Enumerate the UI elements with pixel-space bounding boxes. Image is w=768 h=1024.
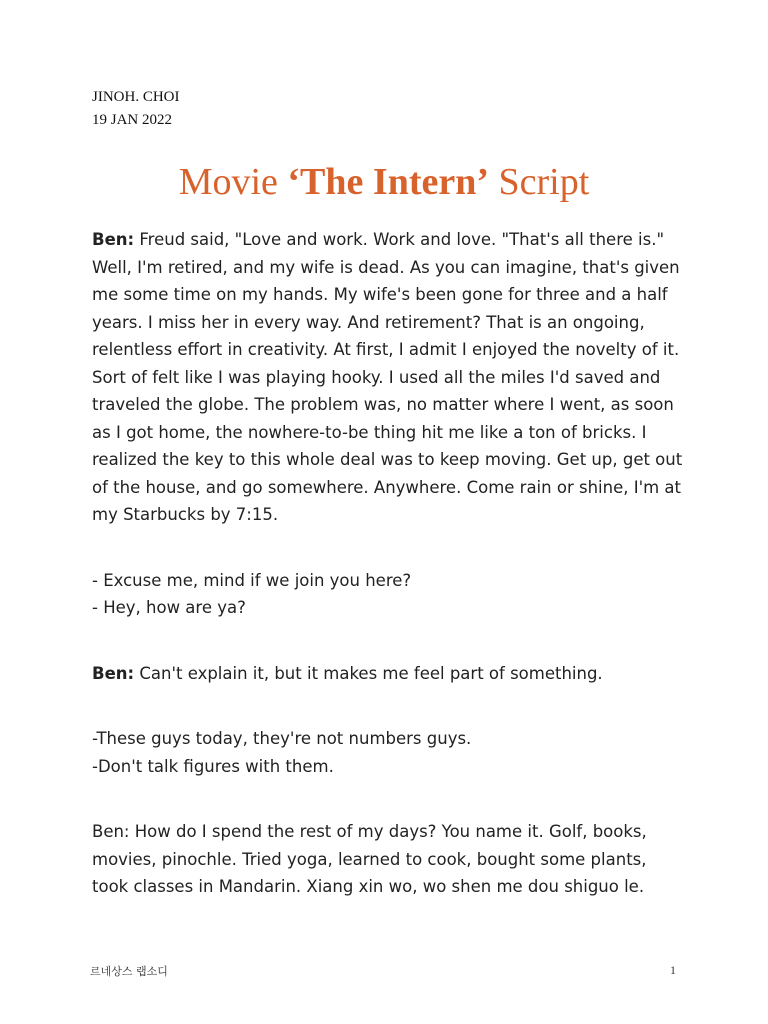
dialogue-line: - Excuse me, mind if we join you here?	[92, 570, 412, 590]
document-date: 19 JAN 2022	[92, 112, 173, 128]
text-line: movies, pinochle. Tried yoga, learned to cook, bought some plants,	[92, 849, 647, 869]
text-line: Ben: How do I spend the rest of my days? You name it. Golf, books,	[92, 822, 647, 841]
speaker-label: Ben:	[92, 663, 135, 683]
text-line: Sort of felt like I was playing hooky. I used all the miles I'd saved and	[92, 367, 661, 387]
page-number: 1	[670, 963, 676, 977]
text-line: as I got home, the nowhere-to-be thing hit me like a ton of bricks. I	[92, 422, 647, 442]
dialogue-exchange-1	[92, 567, 682, 622]
title-prefix: Movie	[178, 161, 288, 203]
author-name: JINOH. CHOI	[92, 89, 180, 105]
text-line: Ben: Freud said, "Love and work. Work and love. "That's all there is."	[92, 230, 665, 249]
paragraph-ben-1	[92, 226, 682, 529]
text-line: realized the key to this whole deal was to keep moving. Get up, get out	[92, 450, 683, 469]
document-meta	[92, 86, 180, 132]
text-line: relentless effort in creativity. At first, I admit I enjoyed the novelty of it.	[92, 340, 680, 359]
dialogue-line: -These guys today, they're not numbers guys.	[92, 729, 472, 748]
page-title	[0, 154, 768, 210]
text-line: took classes in Mandarin. Xiang xin wo, wo shen me dou shiguo le.	[92, 877, 645, 896]
footer-text: 르네상스 랩소디	[90, 965, 168, 978]
paragraph-ben-3	[92, 818, 682, 901]
text-line: Ben: Can't explain it, but it makes me feel part of something.	[92, 663, 603, 683]
title-suffix: Script	[489, 161, 590, 203]
text-line: traveled the globe. The problem was, no matter where I went, as soon	[92, 395, 674, 414]
title-movie-name: ‘The Intern’	[287, 161, 490, 203]
dialogue-line: -Don't talk figures with them.	[92, 756, 334, 776]
text-line: years. I miss her in every way. And retirement? That is an ongoing,	[92, 312, 645, 332]
speaker-label: Ben:	[92, 230, 135, 249]
text-line: Well, I'm retired, and my wife is dead. As you can imagine, that's given	[92, 257, 680, 277]
dialogue-exchange-2	[92, 725, 682, 780]
dialogue-line: - Hey, how are ya?	[92, 598, 246, 617]
text-line: me some time on my hands. My wife's been gone for three and a half	[92, 285, 668, 304]
paragraph-ben-2	[92, 660, 682, 688]
script-body	[92, 226, 682, 901]
text-line: of the house, and go somewhere. Anywhere. Come rain or shine, I'm at	[92, 477, 682, 497]
text-line: my Starbucks by 7:15.	[92, 505, 279, 524]
